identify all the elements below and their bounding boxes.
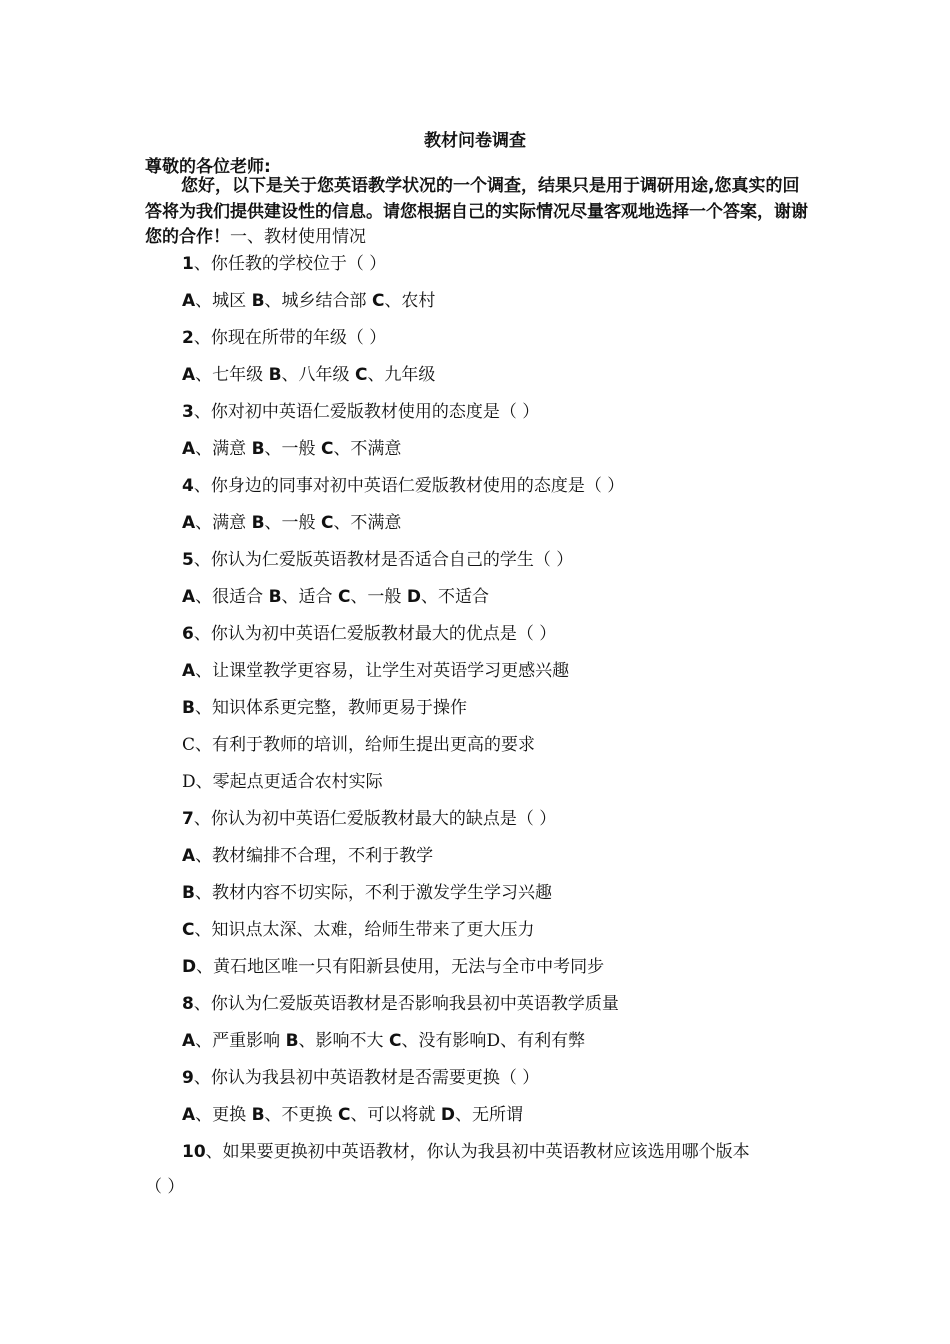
question-line: [182, 841, 433, 866]
option-letter: C: [337, 1105, 351, 1125]
question-line: [182, 249, 386, 274]
item-text: 、你认为仁爱版英语教材是否适合自己的学生（ ）: [193, 550, 574, 570]
question-line: [182, 915, 534, 940]
option-text: 、严重影响: [195, 1031, 286, 1051]
item-text: 、知识点太深、太难，给师生带来了更大压力: [194, 920, 535, 940]
option-letter: A: [182, 365, 196, 385]
question-line: [182, 360, 435, 385]
option-letter: D: [440, 1105, 455, 1125]
item-text: 、黄石地区唯一只有阳新县使用，无法与全市中考同步: [196, 957, 605, 977]
item-text: 、你现在所带的年级（ ）: [193, 328, 387, 348]
item-text: 、你认为初中英语仁爱版教材最大的优点是（ ）: [193, 624, 557, 644]
option-text: 、没有影响: [401, 1031, 487, 1051]
option-letter: B: [268, 587, 282, 607]
option-letter: B: [285, 1031, 299, 1051]
trailing-bracket: （ ）: [145, 1177, 185, 1197]
option-letter: A: [182, 513, 196, 533]
question-line: [182, 767, 383, 792]
item-text: C、有利于教师的培训，给师生提出更高的要求: [182, 735, 536, 755]
question-line: [182, 582, 489, 607]
option-letter: B: [251, 291, 265, 311]
item-text: 、你认为仁爱版英语教材是否影响我县初中英语教学质量: [193, 994, 619, 1014]
option-text: 、八年级: [281, 365, 355, 385]
option-text: 、一般: [264, 513, 321, 533]
question-line: [182, 545, 573, 570]
item-label: 7: [182, 809, 194, 829]
item-label: 6: [182, 624, 194, 644]
question-line: [182, 730, 535, 755]
option-letter: C: [371, 291, 385, 311]
option-letter: A: [182, 1031, 196, 1051]
item-text: 、如果要更换初中英语教材，你认为我县初中英语教材应该选用哪个版本: [205, 1142, 750, 1162]
question-line: [182, 434, 401, 459]
item-label: 3: [182, 402, 194, 422]
option-letter: C: [320, 439, 334, 459]
option-text: 、很适合: [195, 587, 269, 607]
option-letter: B: [251, 439, 265, 459]
item-text: 、你任教的学校位于（ ）: [193, 254, 387, 274]
option-text: 、一般: [350, 587, 407, 607]
option-text: 、农村: [384, 291, 436, 311]
option-letter: A: [182, 439, 196, 459]
question-line: [182, 323, 386, 348]
option-text: 、城区: [195, 291, 252, 311]
question-line: [182, 656, 569, 681]
item-text: D、零起点更适合农村实际: [182, 772, 383, 792]
question-line: [182, 397, 539, 422]
option-text: 、七年级: [195, 365, 269, 385]
greeting: 尊敬的各位老师:: [145, 157, 271, 177]
option-letter: A: [182, 291, 196, 311]
question-line: [182, 619, 556, 644]
option-text: 、不更换: [264, 1105, 338, 1125]
item-label: A: [182, 846, 196, 866]
item-text: 、你身边的同事对初中英语仁爱版教材使用的态度是（ ）: [193, 476, 625, 496]
item-label: C: [182, 920, 195, 940]
option-letter: C: [337, 587, 351, 607]
option-letter: C: [388, 1031, 402, 1051]
option-letter: D: [406, 587, 421, 607]
item-text: 、知识体系更完整，教师更易于操作: [194, 698, 467, 718]
question-line: [182, 878, 552, 903]
option-text: 、适合: [281, 587, 338, 607]
option-text: 、满意: [195, 513, 252, 533]
question-line: [182, 471, 624, 496]
intro-text: 您好，以下是关于您英语教学状况的一个调查，结果只是用于调研用途,您真实的回答将为我们提供建设性的信息。请您根据自己的实际情况尽量客观地选择一个答案，谢谢您的合作！: [145, 176, 808, 247]
question-line: [182, 1137, 750, 1162]
option-letter: C: [320, 513, 334, 533]
item-text: 、教材内容不切实际，不利于激发学生学习兴趣: [194, 883, 552, 903]
item-label: 2: [182, 328, 194, 348]
item-text: 、教材编排不合理，不利于教学: [195, 846, 434, 866]
option-text: 、九年级: [367, 365, 436, 385]
option-text: 、不满意: [333, 513, 402, 533]
question-line: [182, 1100, 523, 1125]
item-label: 9: [182, 1068, 194, 1088]
option-text: 、一般: [264, 439, 321, 459]
option-text: 、不满意: [333, 439, 402, 459]
option-letter: B: [268, 365, 282, 385]
item-label: 10: [182, 1142, 206, 1162]
question-line: [182, 804, 556, 829]
question-line: [182, 989, 619, 1014]
option-letter: B: [251, 513, 265, 533]
question-line: [182, 508, 401, 533]
question-line: [182, 693, 467, 718]
section-heading: 一、教材使用情况: [230, 227, 366, 247]
item-label: B: [182, 883, 195, 903]
question-line: [182, 286, 435, 311]
question-line: [182, 1026, 585, 1051]
item-label: 1: [182, 254, 194, 274]
item-label: 8: [182, 994, 194, 1014]
option-text: 、可以将就: [350, 1105, 441, 1125]
item-text: 、让课堂教学更容易，让学生对英语学习更感兴趣: [195, 661, 570, 681]
item-label: A: [182, 661, 196, 681]
item-label: 5: [182, 550, 194, 570]
option-text: 、不适合: [420, 587, 489, 607]
intro-paragraph: [145, 174, 810, 251]
question-line: [182, 1063, 539, 1088]
option-letter: A: [182, 587, 196, 607]
item-text: 、你认为初中英语仁爱版教材最大的缺点是（ ）: [193, 809, 557, 829]
option-text: 、城乡结合部: [264, 291, 372, 311]
item-label: D: [182, 957, 197, 977]
option-letter: C: [354, 365, 368, 385]
document-title: 教材问卷调查: [424, 131, 526, 151]
question-line: [182, 952, 604, 977]
item-text: 、你对初中英语仁爱版教材使用的态度是（ ）: [193, 402, 540, 422]
option-text: 、影响不大: [298, 1031, 389, 1051]
item-label: 4: [182, 476, 194, 496]
option-text: D、有利有弊: [486, 1031, 586, 1051]
option-letter: B: [251, 1105, 265, 1125]
item-text: 、你认为我县初中英语教材是否需要更换（ ）: [193, 1068, 540, 1088]
option-text: 、无所谓: [454, 1105, 523, 1125]
item-label: B: [182, 698, 195, 718]
option-letter: A: [182, 1105, 196, 1125]
option-text: 、更换: [195, 1105, 252, 1125]
option-text: 、满意: [195, 439, 252, 459]
